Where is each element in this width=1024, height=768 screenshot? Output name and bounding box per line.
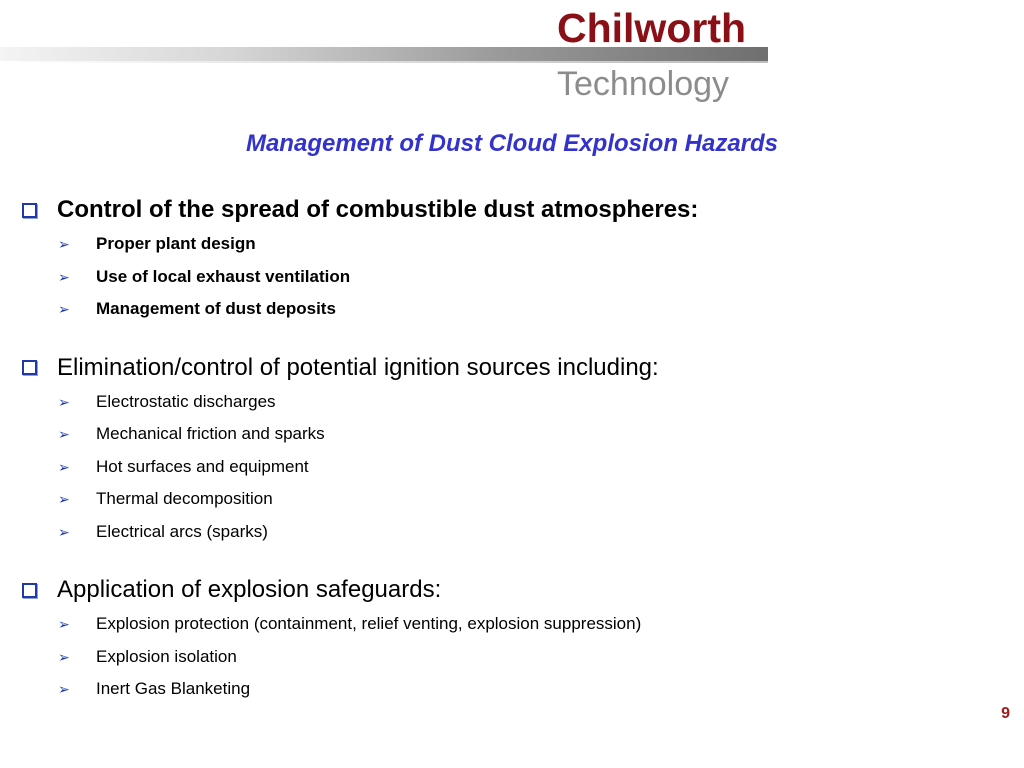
list-item: [20, 418, 1010, 451]
page-number: 9: [1001, 705, 1010, 722]
list-item: [20, 641, 1010, 674]
list-item: [20, 673, 1010, 706]
list-item-text: Explosion protection (containment, relief venting, explosion suppression): [96, 614, 642, 634]
arrowhead-bullet-icon: ➢: [58, 681, 70, 698]
arrowhead-bullet-icon: ➢: [58, 268, 70, 285]
section-explosion-safeguards: [20, 572, 1010, 706]
square-bullet-icon: [22, 360, 37, 375]
list-item-text: Electrical arcs (sparks): [96, 521, 268, 541]
list-item-text: Hot surfaces and equipment: [96, 456, 309, 476]
list-item: [20, 228, 1010, 261]
list-item-text: Mechanical friction and sparks: [96, 424, 325, 444]
section-heading: Application of explosion safeguards:: [57, 576, 442, 603]
list-item-text: Inert Gas Blanketing: [96, 679, 251, 699]
sub-list: [20, 608, 1010, 706]
arrowhead-bullet-icon: ➢: [58, 236, 70, 253]
header-divider: [0, 61, 768, 63]
list-item: [20, 483, 1010, 516]
arrowhead-bullet-icon: ➢: [58, 393, 70, 410]
section-heading-row: [20, 350, 1010, 386]
list-item: [20, 516, 1010, 549]
arrowhead-bullet-icon: ➢: [58, 491, 70, 508]
bullet-content: [20, 192, 1010, 730]
list-item-text: Electrostatic discharges: [96, 391, 276, 411]
section-dust-control: [20, 192, 1010, 326]
list-item-text: Explosion isolation: [96, 646, 237, 666]
list-item: [20, 386, 1010, 419]
sub-list: [20, 386, 1010, 549]
section-heading-row: [20, 572, 1010, 608]
list-item: [20, 608, 1010, 641]
logo-wordmark-chilworth: Chilworth: [557, 5, 747, 51]
list-item-text: Management of dust deposits: [96, 299, 336, 319]
arrowhead-bullet-icon: ➢: [58, 523, 70, 540]
arrowhead-bullet-icon: ➢: [58, 301, 70, 318]
list-item: [20, 293, 1010, 326]
square-bullet-icon: [22, 583, 37, 598]
section-heading: Elimination/control of potential ignition sources including:: [57, 353, 659, 381]
list-item-text: Use of local exhaust ventilation: [96, 266, 351, 286]
list-item: [20, 451, 1010, 484]
list-item-text: Proper plant design: [96, 234, 256, 254]
arrowhead-bullet-icon: ➢: [58, 458, 70, 475]
arrowhead-bullet-icon: ➢: [58, 648, 70, 665]
arrowhead-bullet-icon: ➢: [58, 426, 70, 443]
list-item-text: Thermal decomposition: [96, 489, 273, 509]
section-heading: Control of the spread of combustible dust atmospheres:: [57, 196, 699, 223]
list-item: [20, 261, 1010, 294]
sub-list: [20, 228, 1010, 326]
square-bullet-icon: [22, 203, 37, 218]
logo-wordmark-technology: Technology: [557, 65, 730, 103]
section-heading-row: [20, 192, 1010, 228]
arrowhead-bullet-icon: ➢: [58, 616, 70, 633]
slide-title: Management of Dust Cloud Explosion Hazards: [245, 130, 779, 157]
section-ignition-sources: [20, 350, 1010, 549]
